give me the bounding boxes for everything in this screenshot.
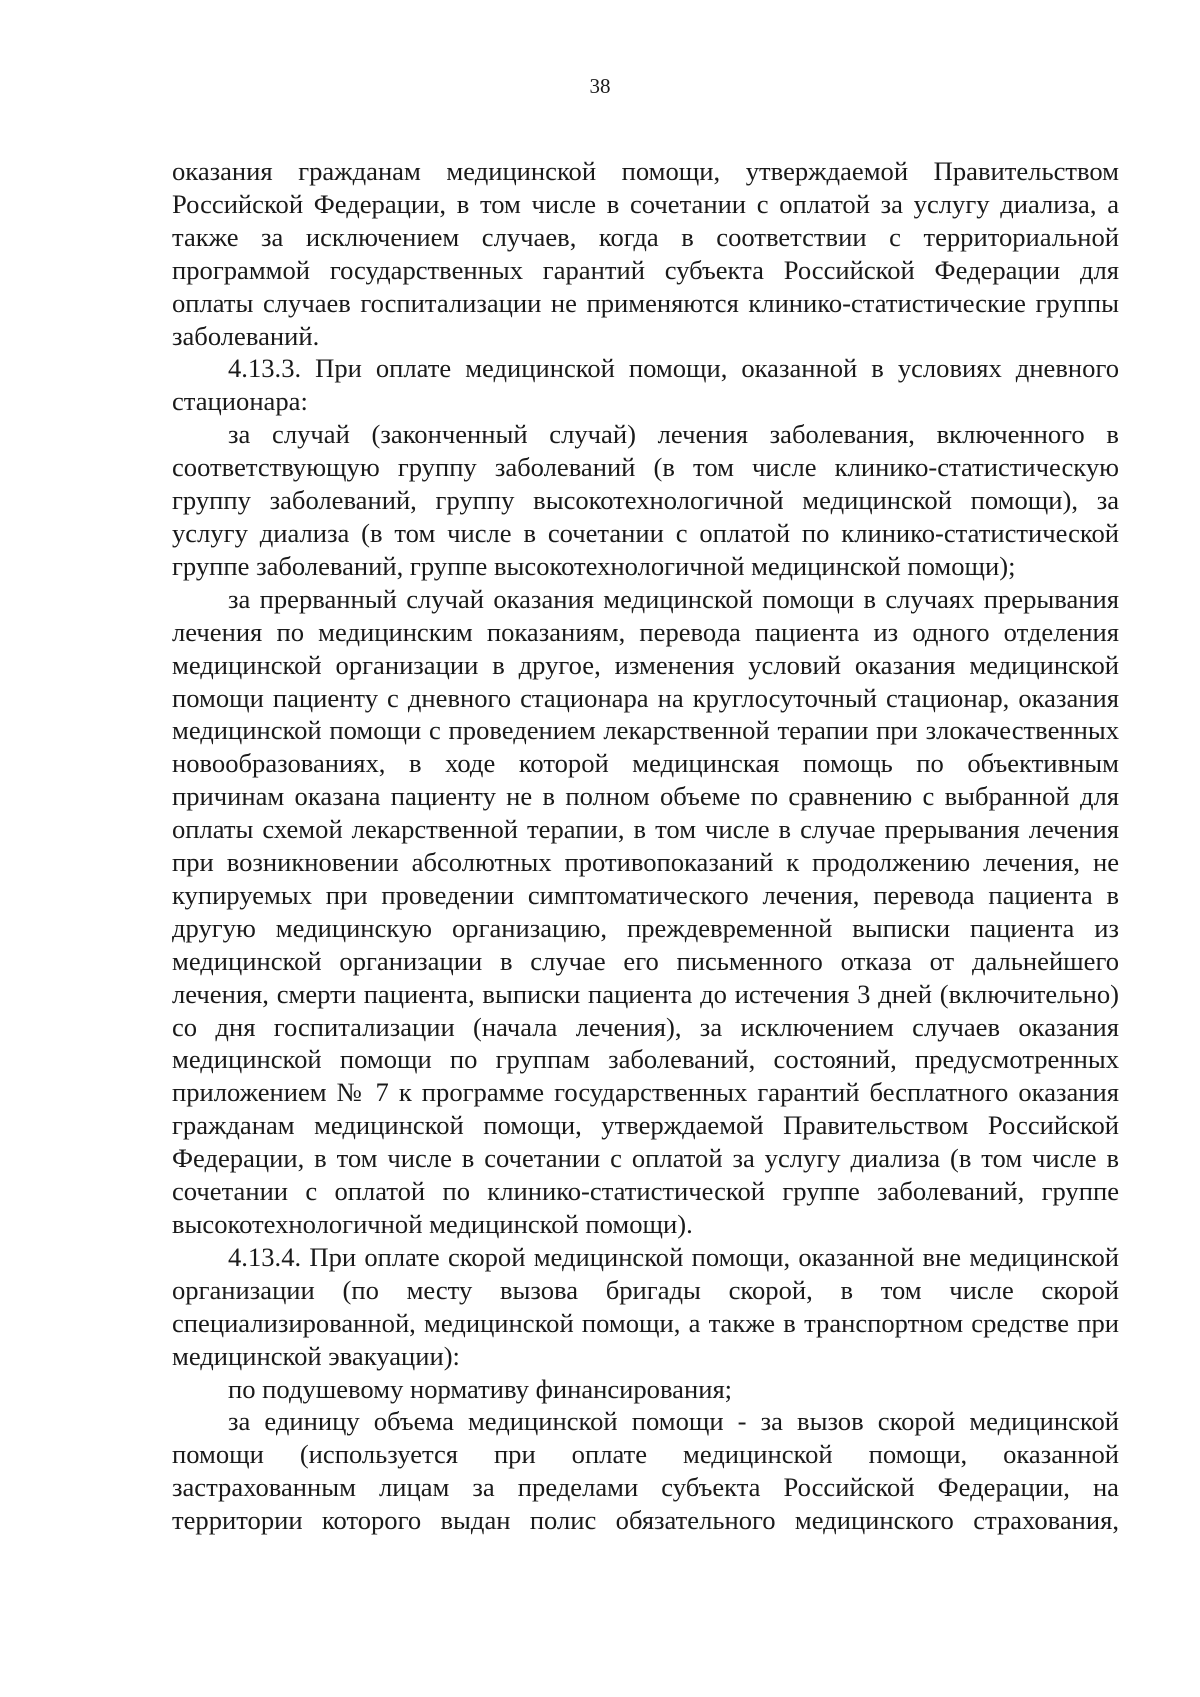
page-number: 38 <box>589 74 611 98</box>
paragraph-4-13-4: 4.13.4. При оплате скорой медицинской помощи, оказанной вне медицинской организации (по месту вызова бригады скорой, в том числе скорой специализированной, медицинской помощи, а также в транспортном средстве при медицинской эвакуации): <box>172 1241 1119 1371</box>
paragraph-case-completed: за случай (законченный случай) лечения заболевания, включенного в соответствующую группу заболеваний (в том числе клинико-статистическую группу заболеваний, группу высокотехнологичной медицинской помощи), за услугу диализа (в том числе в сочетании с оплатой по клинико-статистической группе заболеваний, группе высокотехнологичной медицинской помощи); <box>172 419 1119 581</box>
document-body <box>172 155 1119 1537</box>
paragraph-continuation: оказания гражданам медицинской помощи, утверждаемой Правительством Российской Федерации, в том числе в сочетании с оплатой за услугу диализа, а также за исключением случаев, когда в соответствии с территориальной программой государственных гарантий субъекта Российской Федерации для оплаты случаев госпитализации не применяются клинико-статистические группы заболеваний. <box>172 156 1119 351</box>
paragraph-unit-volume: за единицу объема медицинской помощи - за вызов скорой медицинской помощи (используется при оплате медицинской помощи, оказанной застрахованным лицам за пределами субъекта Российской Федерации, на территории которого выдан полис обязательного медицинского страхования, <box>172 1406 1119 1536</box>
paragraph-4-13-3: 4.13.3. При оплате медицинской помощи, оказанной в условиях дневного стационара: <box>172 353 1119 417</box>
paragraph-case-interrupted: за прерванный случай оказания медицинской помощи в случаях прерывания лечения по медицинским показаниям, перевода пациента из одного отделения медицинской организации в другое, изменения условий оказания медицинской помощи пациенту с дневного стационара на круглосуточный стационар, оказания медицинской помощи с проведением лекарственной терапии при злокачественных новообразованиях, в ходе которой медицинская помощь по объективным причинам оказана пациенту не в полном объеме по сравнению с выбранной для оплаты схемой лекарственной терапии, в том числе в случае прерывания лечения при возникновении абсолютных противопоказаний к продолжению лечения, не купируемых при проведении симптоматического лечения, перевода пациента в другую медицинскую организацию, преждевременной выписки пациента из медицинской организации в случае его письменного отказа от дальнейшего лечения, смерти пациента, выписки пациента до истечения 3 дней (включительно) со дня госпитализации (начала лечения), за исключением случаев оказания медицинской помощи по группам заболеваний, состояний, предусмотренных приложением № 7 к программе государственных гарантий бесплатного оказания гражданам медицинской помощи, утверждаемой Правительством Российской Федерации, в том числе в сочетании с оплатой за услугу диализа (в том числе в сочетании с оплатой по клинико-статистической группе заболеваний, группе высокотехнологичной медицинской помощи). <box>172 583 1119 1239</box>
paragraph-per-capita: по подушевому нормативу финансирования; <box>228 1373 733 1404</box>
